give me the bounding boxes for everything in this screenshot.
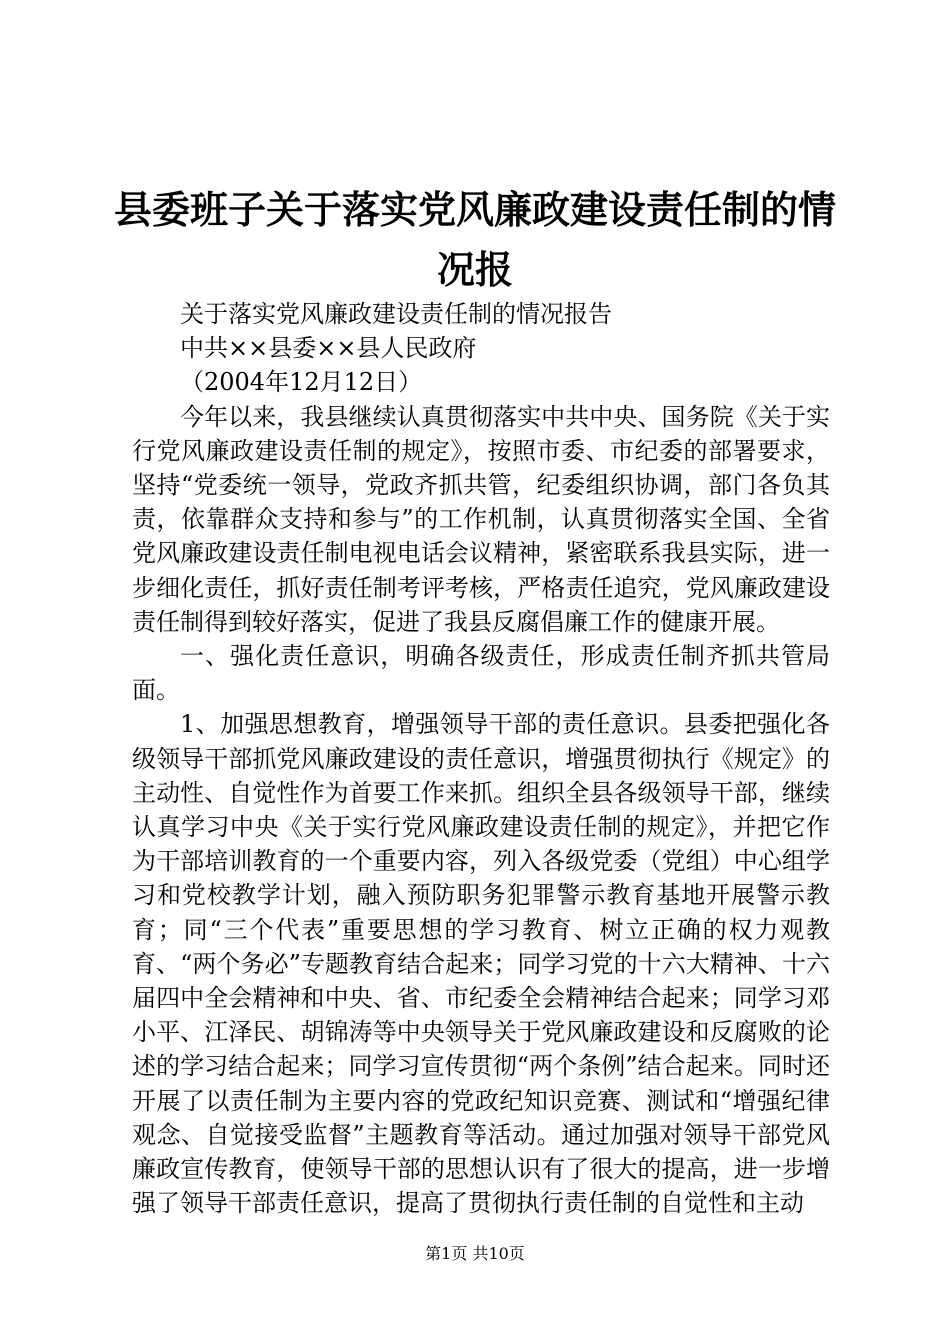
report-subtitle: 关于落实党风廉政建设责任制的情况报告 (180, 300, 612, 328)
paragraph-intro: 今年以来，我县继续认真贯彻落实中共中央、国务院《关于实行党风廉政建设责任制的规定》，按照市委、市纪委的部署要求，坚持“党委统一领导，党政齐抓共管，纪委组织协调，部门各负其责，依靠群众支持和参与”的工作机制，认真贯彻落实全国、全省党风廉政建设责任制电视电话会议精神，紧密联系我县实际，进一步细化责任，抓好责任制考评考核，严格责任追究，党风廉政建设责任制得到较好落实，促进了我县反腐倡廉工作的健康开展。 (132, 402, 830, 636)
report-date: （2004年12月12日） (180, 368, 423, 397)
page-footer: 第1页 共10页 (425, 1244, 525, 1263)
document-title: 县委班子关于落实党风廉政建设责任制的情况报 (113, 187, 836, 292)
section-heading-1: 一、强化责任意识，明确各级责任，形成责任制齐抓共管局面。 (132, 642, 830, 705)
report-issuer: 中共××县委××县人民政府 (180, 334, 477, 363)
document-body (132, 297, 830, 1220)
paragraph-1-1: 1、加强思想教育，增强领导干部的责任意识。县委把强化各级领导干部抓党风廉政建设的责任意识，增强贯彻执行《规定》的主动性、自觉性作为首要工作来抓。组织全县各级领导干部，继续认真学习中央《关于实行党风廉政建设责任制的规定》，并把它作为干部培训教育的一个重要内容，列入各级党委（党组）中心组学习和党校教学计划，融入预防职务犯罪警示教育基地开展警示教育；同“三个代表”重要思想的学习教育、树立正确的权力观教育、“两个务必”专题教育结合起来；同学习党的十六大精神、十六届四中全会精神和中央、省、市纪委全会精神结合起来；同学习邓小平、江泽民、胡锦涛等中央领导关于党风廉政建设和反腐败的论述的学习结合起来；同学习宣传贯彻“两个条例”结合起来。同时还开展了以责任制为主要内容的党政纪知识竞赛、测试和“增强纪律观念、自觉接受监督”主题教育等活动。通过加强对领导干部党风廉政宣传教育，使领导干部的思想认识有了很大的提高，进一步增强了领导干部责任意识，提高了贯彻执行责任制的自觉性和主动 (132, 710, 830, 1218)
